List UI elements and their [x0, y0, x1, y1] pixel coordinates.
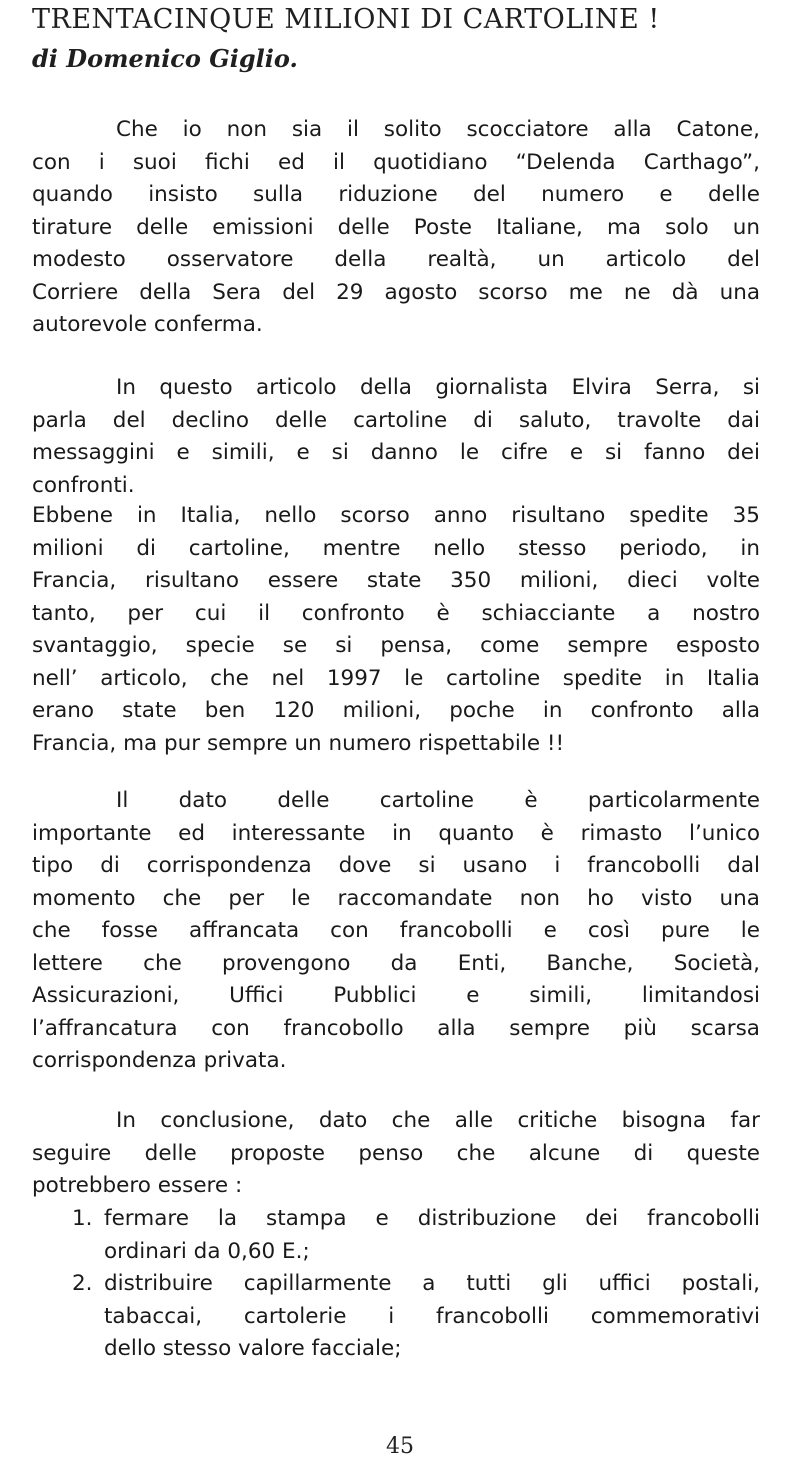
proposals-list: [32, 1203, 760, 1366]
article-author: di Domenico Giglio.: [32, 44, 298, 73]
list-item-line: ordinari da 0,60 E.;: [104, 1238, 310, 1264]
paragraph-line: che fosse affrancata con francobolli e così pure le: [32, 918, 760, 943]
paragraph-line: Assicurazioni, Uffici Pubblici e simili, limitandosi: [32, 983, 760, 1008]
paragraph-line: tirature delle emissioni delle Poste Italiane, ma solo un: [32, 214, 760, 240]
list-item-line: dello stesso valore facciale;: [104, 1336, 402, 1361]
paragraph-line: quando insisto sulla riduzione del numero e delle: [32, 182, 760, 207]
paragraph-line: Francia, ma pur sempre un numero rispettabile !!: [32, 730, 565, 756]
paragraph-line: milioni di cartoline, mentre nello stesso periodo, in: [32, 535, 760, 561]
list-item-line: fermare la stampa e distribuzione dei francobolli: [104, 1206, 760, 1231]
paragraph-line: svantaggio, specie se si pensa, come sempre esposto: [32, 633, 760, 658]
list-item-number: 1.: [72, 1206, 93, 1231]
paragraph-line: seguire delle proposte penso che alcune di queste: [32, 1140, 760, 1166]
list-item-line: distribuire capillarmente a tutti gli uffici postali,: [104, 1271, 760, 1296]
paragraph-line: l’affrancatura con francobollo alla sempre più scarsa: [32, 1015, 760, 1041]
paragraph-line: importante ed interessante in quanto è rimasto l’unico: [32, 820, 760, 846]
list-item: [32, 1203, 760, 1268]
paragraph-line: Che io non sia il solito scocciatore alla Catone,: [116, 117, 760, 142]
paragraph-line: messaggini e simili, e si danno le cifre e si fanno dei: [32, 440, 760, 465]
paragraph-line: In questo articolo della giornalista Elvira Serra, si: [116, 375, 760, 400]
paragraph-line: momento che per le raccomandate non ho visto una: [32, 885, 760, 911]
paragraph-line: confronti.: [32, 472, 135, 498]
paragraph-line: corrispondenza privata.: [32, 1048, 287, 1073]
paragraph-line: Corriere della Sera del 29 agosto scorso me ne dà una: [32, 279, 760, 305]
list-item-line: tabaccai, cartolerie i francobolli commemorativi: [104, 1303, 760, 1329]
paragraph-2: [32, 372, 760, 502]
paragraph-1: [32, 114, 760, 342]
paragraph-line: con i suoi fichi ed il quotidiano “Delenda Carthago”,: [32, 149, 760, 175]
paragraph-line: potrebbero essere :: [32, 1173, 243, 1198]
page-number: 45: [386, 1434, 414, 1459]
paragraph-line: Ebbene in Italia, nello scorso anno risultano spedite 35: [32, 503, 760, 528]
paragraph-4: [32, 785, 760, 1078]
paragraph-line: tanto, per cui il confronto è schiacciante a nostro: [32, 600, 760, 626]
paragraph-5: [32, 1105, 760, 1203]
article-title: TRENTACINQUE MILIONI DI CARTOLINE !: [32, 4, 660, 35]
paragraph-line: autorevole conferma.: [32, 312, 263, 337]
paragraph-line: tipo di corrispondenza dove si usano i francobolli dal: [32, 853, 760, 878]
paragraph-line: Il dato delle cartoline è particolarmente: [116, 788, 760, 813]
paragraph-line: lettere che provengono da Enti, Banche, Società,: [32, 950, 760, 976]
paragraph-line: modesto osservatore della realtà, un articolo del: [32, 247, 760, 272]
paragraph-line: Francia, risultano essere state 350 milioni, dieci volte: [32, 568, 760, 593]
list-item-number: 2.: [72, 1271, 93, 1296]
list-item: [32, 1268, 760, 1366]
paragraph-line: erano state ben 120 milioni, poche in confronto alla: [32, 698, 760, 723]
paragraph-3: [32, 500, 760, 760]
paragraph-line: In conclusione, dato che alle critiche bisogna far: [116, 1108, 760, 1133]
paragraph-line: parla del declino delle cartoline di saluto, travolte dai: [32, 407, 760, 433]
paragraph-line: nell’ articolo, che nel 1997 le cartoline spedite in Italia: [32, 665, 760, 691]
